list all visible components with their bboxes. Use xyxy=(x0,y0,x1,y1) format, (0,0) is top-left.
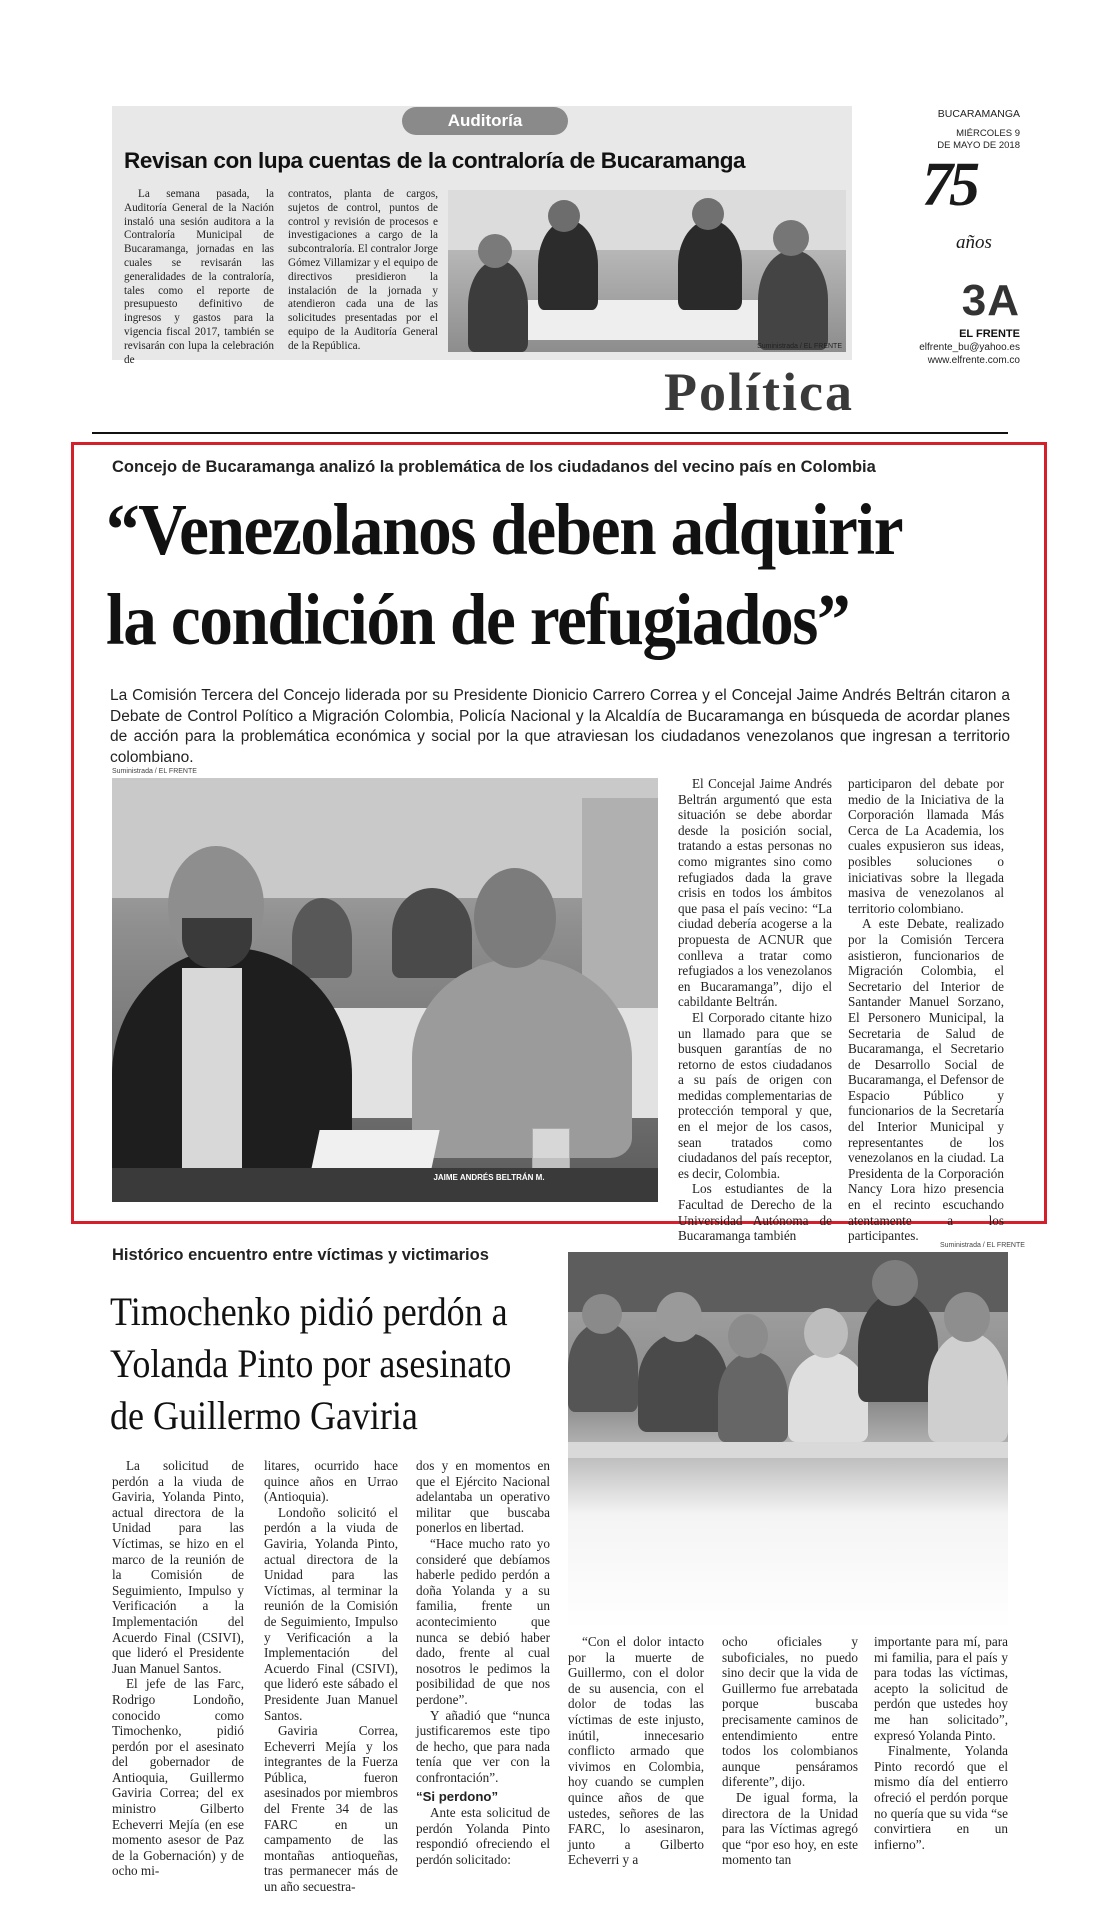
second-headline-line2: Yolanda Pinto por asesinato xyxy=(110,1341,512,1386)
auditoria-col2: contratos, planta de cargos, sujetos de control, puntos de control y revisión de procesos e investigaciones a cargo de la subcontraloría. El contralor Jorge Gómez Villamizar y el equipo de directivos presidieron la instalación de la jornada y atendieron cada una de las solicitudes presentadas por el equipo de la Auditoría General de la República. xyxy=(288,188,438,352)
page-number: 3A xyxy=(961,276,1020,325)
second-col5: ocho oficiales y suboficiales, no puedo sino decir que la vida de Guillermo fue arrebatada porque buscaba precisamente caminos de entendimiento entre todos los colombianos aunque pensáramos diferente”, dijo. De igual forma, la directora de la Unidad para las Víctimas agregó que “por eso hoy, en este momento tan xyxy=(722,1634,858,1868)
masthead-email: elfrente_bu@yahoo.es xyxy=(919,342,1020,353)
main-headline-line2: la condición de refugiados” xyxy=(106,579,850,660)
second-photo-credit: Suministrada / EL FRENTE xyxy=(940,1242,1025,1249)
auditoria-headline: Revisan con lupa cuentas de la contraloría de Bucaramanga xyxy=(124,148,746,173)
second-headline-line3: de Guillermo Gaviria xyxy=(110,1393,418,1438)
section-rule xyxy=(92,432,1008,434)
section-title: Política xyxy=(664,362,854,422)
anniversary-number: 75 xyxy=(922,151,976,219)
main-photo-nameplate: JAIME ANDRÉS BELTRÁN M. xyxy=(433,1173,545,1182)
masthead-date-line1: MIÉRCOLES 9 xyxy=(956,128,1020,139)
masthead-website: www.elfrente.com.co xyxy=(927,355,1020,366)
masthead-brand: EL FRENTE xyxy=(959,328,1020,340)
auditoria-photo xyxy=(448,190,846,352)
main-headline-line1: “Venezolanos deben adquirir xyxy=(106,489,903,570)
second-col2: litares, ocurrido hace quince años en Urrao (Antioquia). Londoño solicitó el perdón a la viuda de Gaviria, Yolanda Pinto, actual directora de la Unidad para las Víctimas, al terminar la reunión de la Comisión de Seguimiento, Impulso y Verificación a la Implementación del Acuerdo Final (CSIVI), que lideró este sábado el Presidente Juan Manuel Santos. Gaviria Correa, Echeverri Mejía y los integrantes de la Fuerza Pública, fueron asesinados por miembros del Frente 34 de las FARC en un campamento de las montañas antioqueñas, tras permanecer más de un año secuestra- xyxy=(264,1458,398,1895)
main-photo-credit: Suministrada / EL FRENTE xyxy=(112,768,197,775)
masthead-city: BUCARAMANGA xyxy=(937,108,1020,120)
second-col3: dos y en momentos en que el Ejército Nacional adelantaba un operativo militar que buscaba ponerlos en libertad. “Hace mucho rato yo consideré que debíamos haberle pedido perdón a doña Yolanda y a su familia, frente un acontecimiento que nunca se debió haber dado, frente al cual nosotros le pedimos la posibilidad de que nos perdone”. Y añadió que “nunca justificaremos este tipo de hecho, que para nada tenía que ver con la confrontación”. “Si perdono” Ante esta solicitud de perdón Yolanda Pinto respondió ofreciendo el perdón solicitado: xyxy=(416,1458,550,1867)
main-photo xyxy=(112,778,658,1202)
auditoria-kicker: Auditoría xyxy=(402,107,568,135)
second-col4: “Con el dolor intacto por la muerte de Guillermo, con el dolor de su ausencia, con el dolor de todas las víctimas de este injusto, inútil, innecesario conflicto armado que vivimos en Colombia, hoy cuando se cumplen quince años de que ustedes, señores de las FARC, lo asesinaron, junto a Gilberto Echeverri y a xyxy=(568,1634,704,1868)
auditoria-col1: La semana pasada, la Auditoría General de la Nación instaló una sesión auditora a la Contraloría Municipal de Bucaramanga, jornadas en las cuales se revisarán las generalidades de la contraloría, tales como el reporte de presupuesto definitivo de ingresos y gastos para la vigencia fiscal 2017, también se revisarán con lupa la celebración de xyxy=(124,188,274,366)
second-col6: importante para mí, para mi familia, para el país y para todas las víctimas, acepto la solicitud de perdón que ustedes hoy me han solicitado”, expresó Yolanda Pinto. Finalmente, Yolanda Pinto recordó que el mismo día del entierro ofreció el perdón porque no quería que su vida “se convirtiera en un infierno”. xyxy=(874,1634,1008,1852)
main-lead: La Comisión Tercera del Concejo liderada por su Presidente Dionicio Carrero Correa y el Concejal Jaime Andrés Beltrán citaron a Debate de Control Político a Migración Colombia, Policía Nacional y la Alcaldía de Bucaramanga en búsqueda de acordar planes de acción para la problemática económica y social por la que atraviesan los ciudadanos venezolanos que ingresan a territorio colombiano. xyxy=(110,687,1010,766)
second-subhead: “Si perdono” xyxy=(416,1789,499,1805)
main-col1: El Concejal Jaime Andrés Beltrán argumentó que esta situación se debe abordar desde la posición social, tratando a estas personas no como migrantes sino como refugiados dada la grave crisis en todos los ámbitos que pasa el país vecino: “La ciudad debería acogerse a la propuesta de ACNUR que conlleva a tratar como refugiados a los venezolanos en Bucaramanga”, dijo el cabildante Beltrán. El Corporado citante hizo un llamado para que se busquen garantías de no retorno de estos ciudadanos a su país de origen con medidas complementarias de protección temporal y que, en el mejor de los casos, sean tratados como ciudadanos del país receptor, es decir, Colombia. Los estudiantes de la Facultad de Derecho de la Universidad Autónoma de Bucaramanga también xyxy=(678,776,832,1244)
second-headline-line1: Timochenko pidió perdón a xyxy=(110,1289,508,1334)
main-col2: participaron del debate por medio de la Iniciativa de la Corporación llamada Más Cerca de La Academia, los cuales expusieron sus ideas, posibles soluciones o iniciativas sobre la llegada masiva de venezolanos al territorio colombiano. A este Debate, realizado por la Comisión Tercera asistieron, funcionarios de Migración Colombia, el Secretario del Interior de Santander Manuel Sorzano, El Personero Municipal, la Secretaria de Salud de Bucaramanga, el Secretario de Desarrollo Social de Bucaramanga, el Defensor de Espacio Público y funcionarios de la Secretaría del Interior Municipal y representantes de los venezolanos en la ciudad. La Presidenta de la Corporación Nancy Lora hizo presencia en el recinto escuchando atentamente a los participantes. xyxy=(848,776,1004,1244)
masthead-date-line2: DE MAYO DE 2018 xyxy=(937,140,1020,151)
auditoria-photo-credit: Suministrada / EL FRENTE xyxy=(757,343,842,350)
second-kicker: Histórico encuentro entre víctimas y victimarios xyxy=(112,1246,489,1264)
anniversary-word: años xyxy=(956,232,992,253)
main-kicker: Concejo de Bucaramanga analizó la problemática de los ciudadanos del vecino país en Colombia xyxy=(112,458,876,476)
second-photo xyxy=(568,1252,1008,1628)
second-col1: La solicitud de perdón a la viuda de Gaviria, Yolanda Pinto, actual directora de la Unidad para las Víctimas, se hizo en el marco de la reunión de la Comisión de Seguimiento, Impulso y Verificación a la Implementación del Acuerdo Final (CSIVI), que lideró el Presidente Juan Manuel Santos. El jefe de las Farc, Rodrigo Londoño, conocido como Timochenko, pidió perdón por el asesinato del gobernador de Antioquia, Guillermo Gaviria Correa; del ex ministro Gilberto Echeverri Mejía (en ese momento asesor de Paz de la Gobernación) y de ocho mi- xyxy=(112,1458,244,1879)
